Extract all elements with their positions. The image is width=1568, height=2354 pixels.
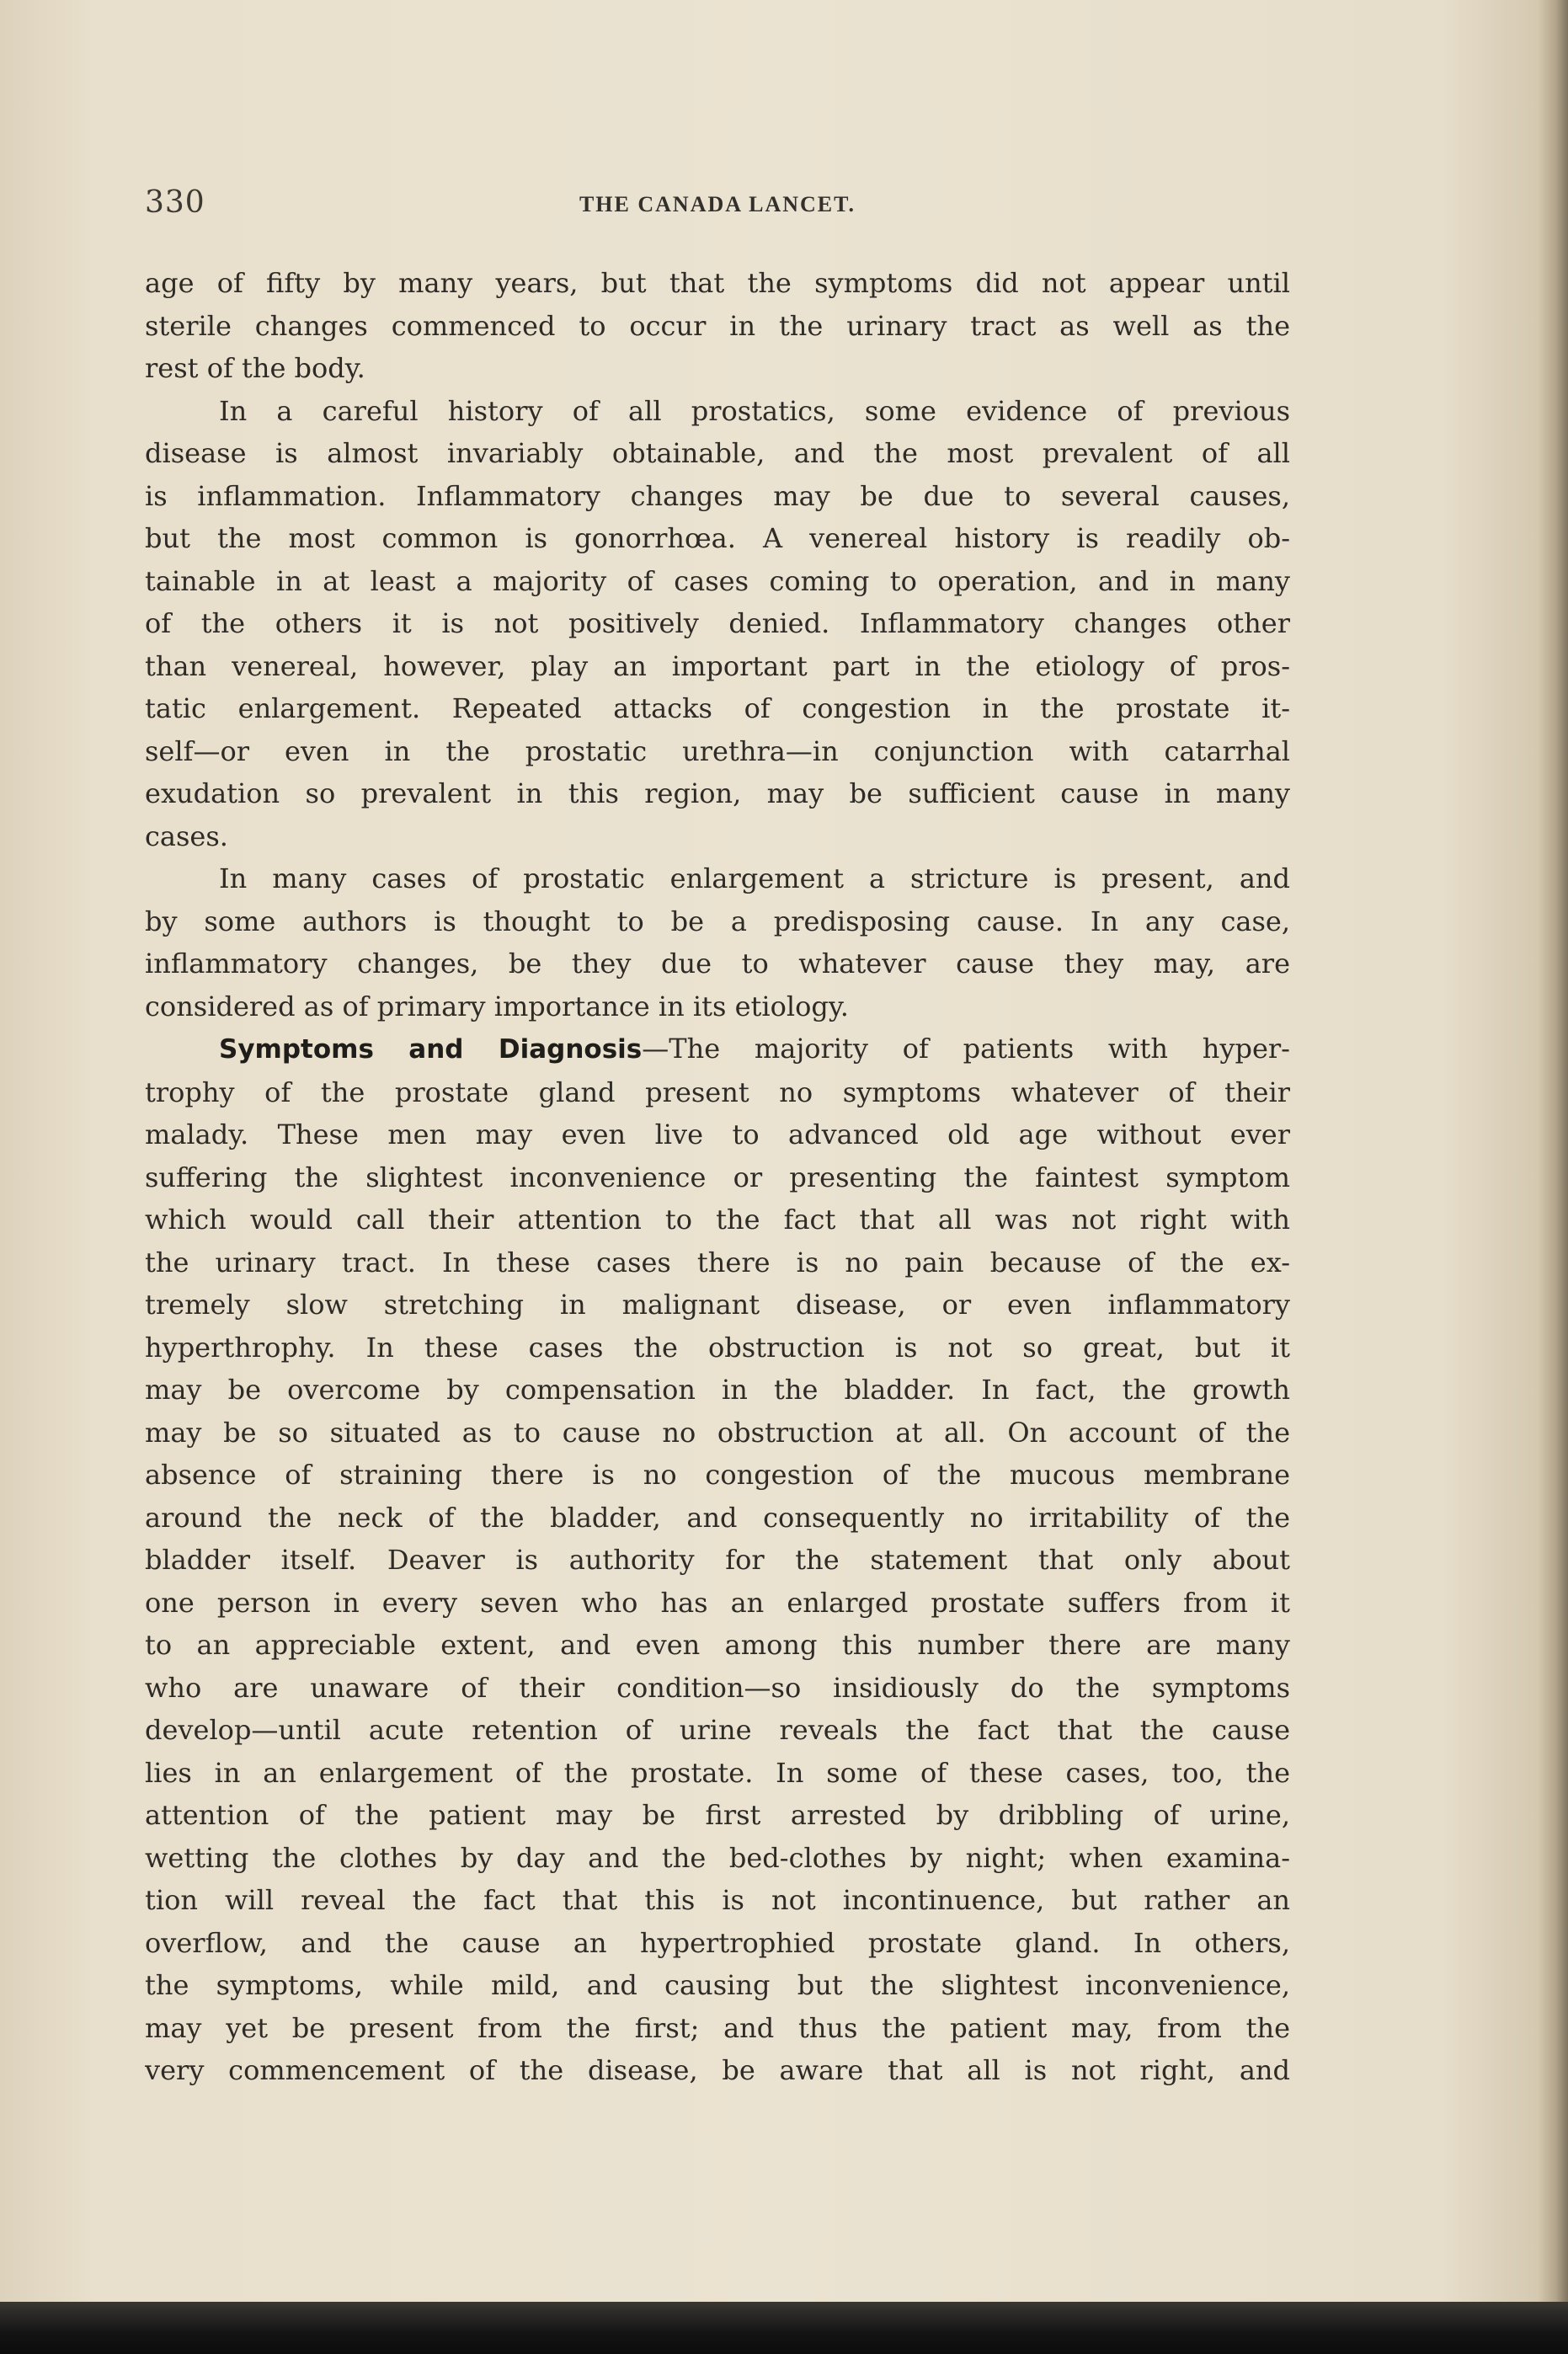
paragraph-continuation bbox=[145, 262, 1290, 390]
text-line: is inflammation. Inflammatory changes may be due to several causes, bbox=[145, 479, 1290, 512]
text-line: tremely slow stretching in malignant disease, or even inflammatory bbox=[145, 1289, 1290, 1321]
running-head bbox=[145, 185, 1290, 236]
text-line: may be overcome by compensation in the bladder. In fact, the growth bbox=[145, 1374, 1290, 1406]
text-line: tainable in at least a majority of cases coming to operation, and in many bbox=[145, 564, 1290, 597]
text-line: very commencement of the disease, be aware that all is not right, and bbox=[145, 2054, 1290, 2086]
text-line: to an appreciable extent, and even among this number there are many bbox=[145, 1629, 1290, 1661]
text-line: bladder itself. Deaver is authority for the statement that only about bbox=[145, 1544, 1290, 1576]
text-line: exudation so prevalent in this region, may be sufficient cause in many bbox=[145, 777, 1290, 809]
text-line: age of fifty by many years, but that the symptoms did not appear until bbox=[145, 267, 1290, 299]
text-line: tion will reveal the fact that this is not incontinuence, but rather an bbox=[145, 1884, 1290, 1916]
scan-bottom-shadow bbox=[0, 2302, 1568, 2354]
text-line: trophy of the prostate gland present no symptoms whatever of their bbox=[145, 1076, 1290, 1108]
text-line: considered as of primary importance in its etiology. bbox=[145, 990, 849, 1022]
text-line: cases. bbox=[145, 819, 228, 852]
text-line: In a careful history of all prostatics, some evidence of previous bbox=[219, 394, 1290, 427]
text-line: than venereal, however, play an important part in the etiology of pros- bbox=[145, 649, 1290, 682]
text-line: tatic enlargement. Repeated attacks of congestion in the prostate it- bbox=[145, 692, 1290, 724]
text-line: the symptoms, while mild, and causing but the slightest inconvenience, bbox=[145, 1969, 1290, 2001]
text-line: sterile changes commenced to occur in the urinary tract as well as the bbox=[145, 309, 1290, 342]
text-line: lies in an enlargement of the prostate. In some of these cases, too, the bbox=[145, 1756, 1290, 1789]
text-line: rest of the body. bbox=[145, 352, 365, 384]
text-line: one person in every seven who has an enlarged prostate suffers from it bbox=[145, 1586, 1290, 1619]
page-number: 330 bbox=[145, 185, 205, 220]
text-line bbox=[145, 1028, 1290, 1071]
text-line: but the most common is gonorrhœa. A venereal history is readily ob- bbox=[145, 522, 1290, 554]
text-line: suffering the slightest inconvenience or presenting the faintest symptom bbox=[145, 1161, 1290, 1193]
text-line: may be so situated as to cause no obstruction at all. On account of the bbox=[145, 1416, 1290, 1449]
text-line: hyperthrophy. In these cases the obstruction is not so great, but it bbox=[145, 1331, 1290, 1364]
paragraph-symptoms bbox=[145, 1028, 1290, 2092]
text-line: of the others it is not positively denied. Inflammatory changes other bbox=[145, 607, 1290, 639]
text-line: around the neck of the bladder, and consequently no irritability of the bbox=[145, 1501, 1290, 1534]
text-line: the urinary tract. In these cases there is no pain because of the ex- bbox=[145, 1246, 1290, 1278]
text-line: who are unaware of their condition—so insidiously do the symptoms bbox=[145, 1671, 1290, 1704]
section-heading: Symptoms and Diagnosis bbox=[219, 1034, 643, 1065]
journal-title: THE CANADA LANCET. bbox=[579, 192, 856, 216]
text-line: inflammatory changes, be they due to whatever cause they may, are bbox=[145, 947, 1290, 979]
text-line: by some authors is thought to be a predisposing cause. In any case, bbox=[145, 905, 1290, 937]
text-line: In many cases of prostatic enlargement a stricture is present, and bbox=[219, 862, 1290, 894]
text-line: which would call their attention to the fact that all was not right with bbox=[145, 1204, 1290, 1236]
text-line: develop—until acute retention of urine reveals the fact that the cause bbox=[145, 1714, 1290, 1746]
text-line: attention of the patient may be first arrested by dribbling of urine, bbox=[145, 1799, 1290, 1831]
text-line: self—or even in the prostatic urethra—in conjunction with catarrhal bbox=[145, 734, 1290, 767]
text-line: overflow, and the cause an hypertrophied prostate gland. In others, bbox=[145, 1926, 1290, 1959]
paragraph-history bbox=[145, 390, 1290, 858]
text-run: —The majority of patients with hyper- bbox=[642, 1033, 1290, 1065]
text-line: absence of straining there is no congestion of the mucous membrane bbox=[145, 1459, 1290, 1491]
text-line: wetting the clothes by day and the bed-clothes by night; when examina- bbox=[145, 1841, 1290, 1874]
text-line: disease is almost invariably obtainable, and the most prevalent of all bbox=[145, 437, 1290, 469]
paragraph-stricture bbox=[145, 857, 1290, 1028]
text-line: malady. These men may even live to advanced old age without ever bbox=[145, 1118, 1290, 1150]
text-line: may yet be present from the first; and thus the patient may, from the bbox=[145, 2011, 1290, 2044]
article-body bbox=[145, 262, 1290, 2092]
page-edge-shadow bbox=[1538, 0, 1568, 2354]
